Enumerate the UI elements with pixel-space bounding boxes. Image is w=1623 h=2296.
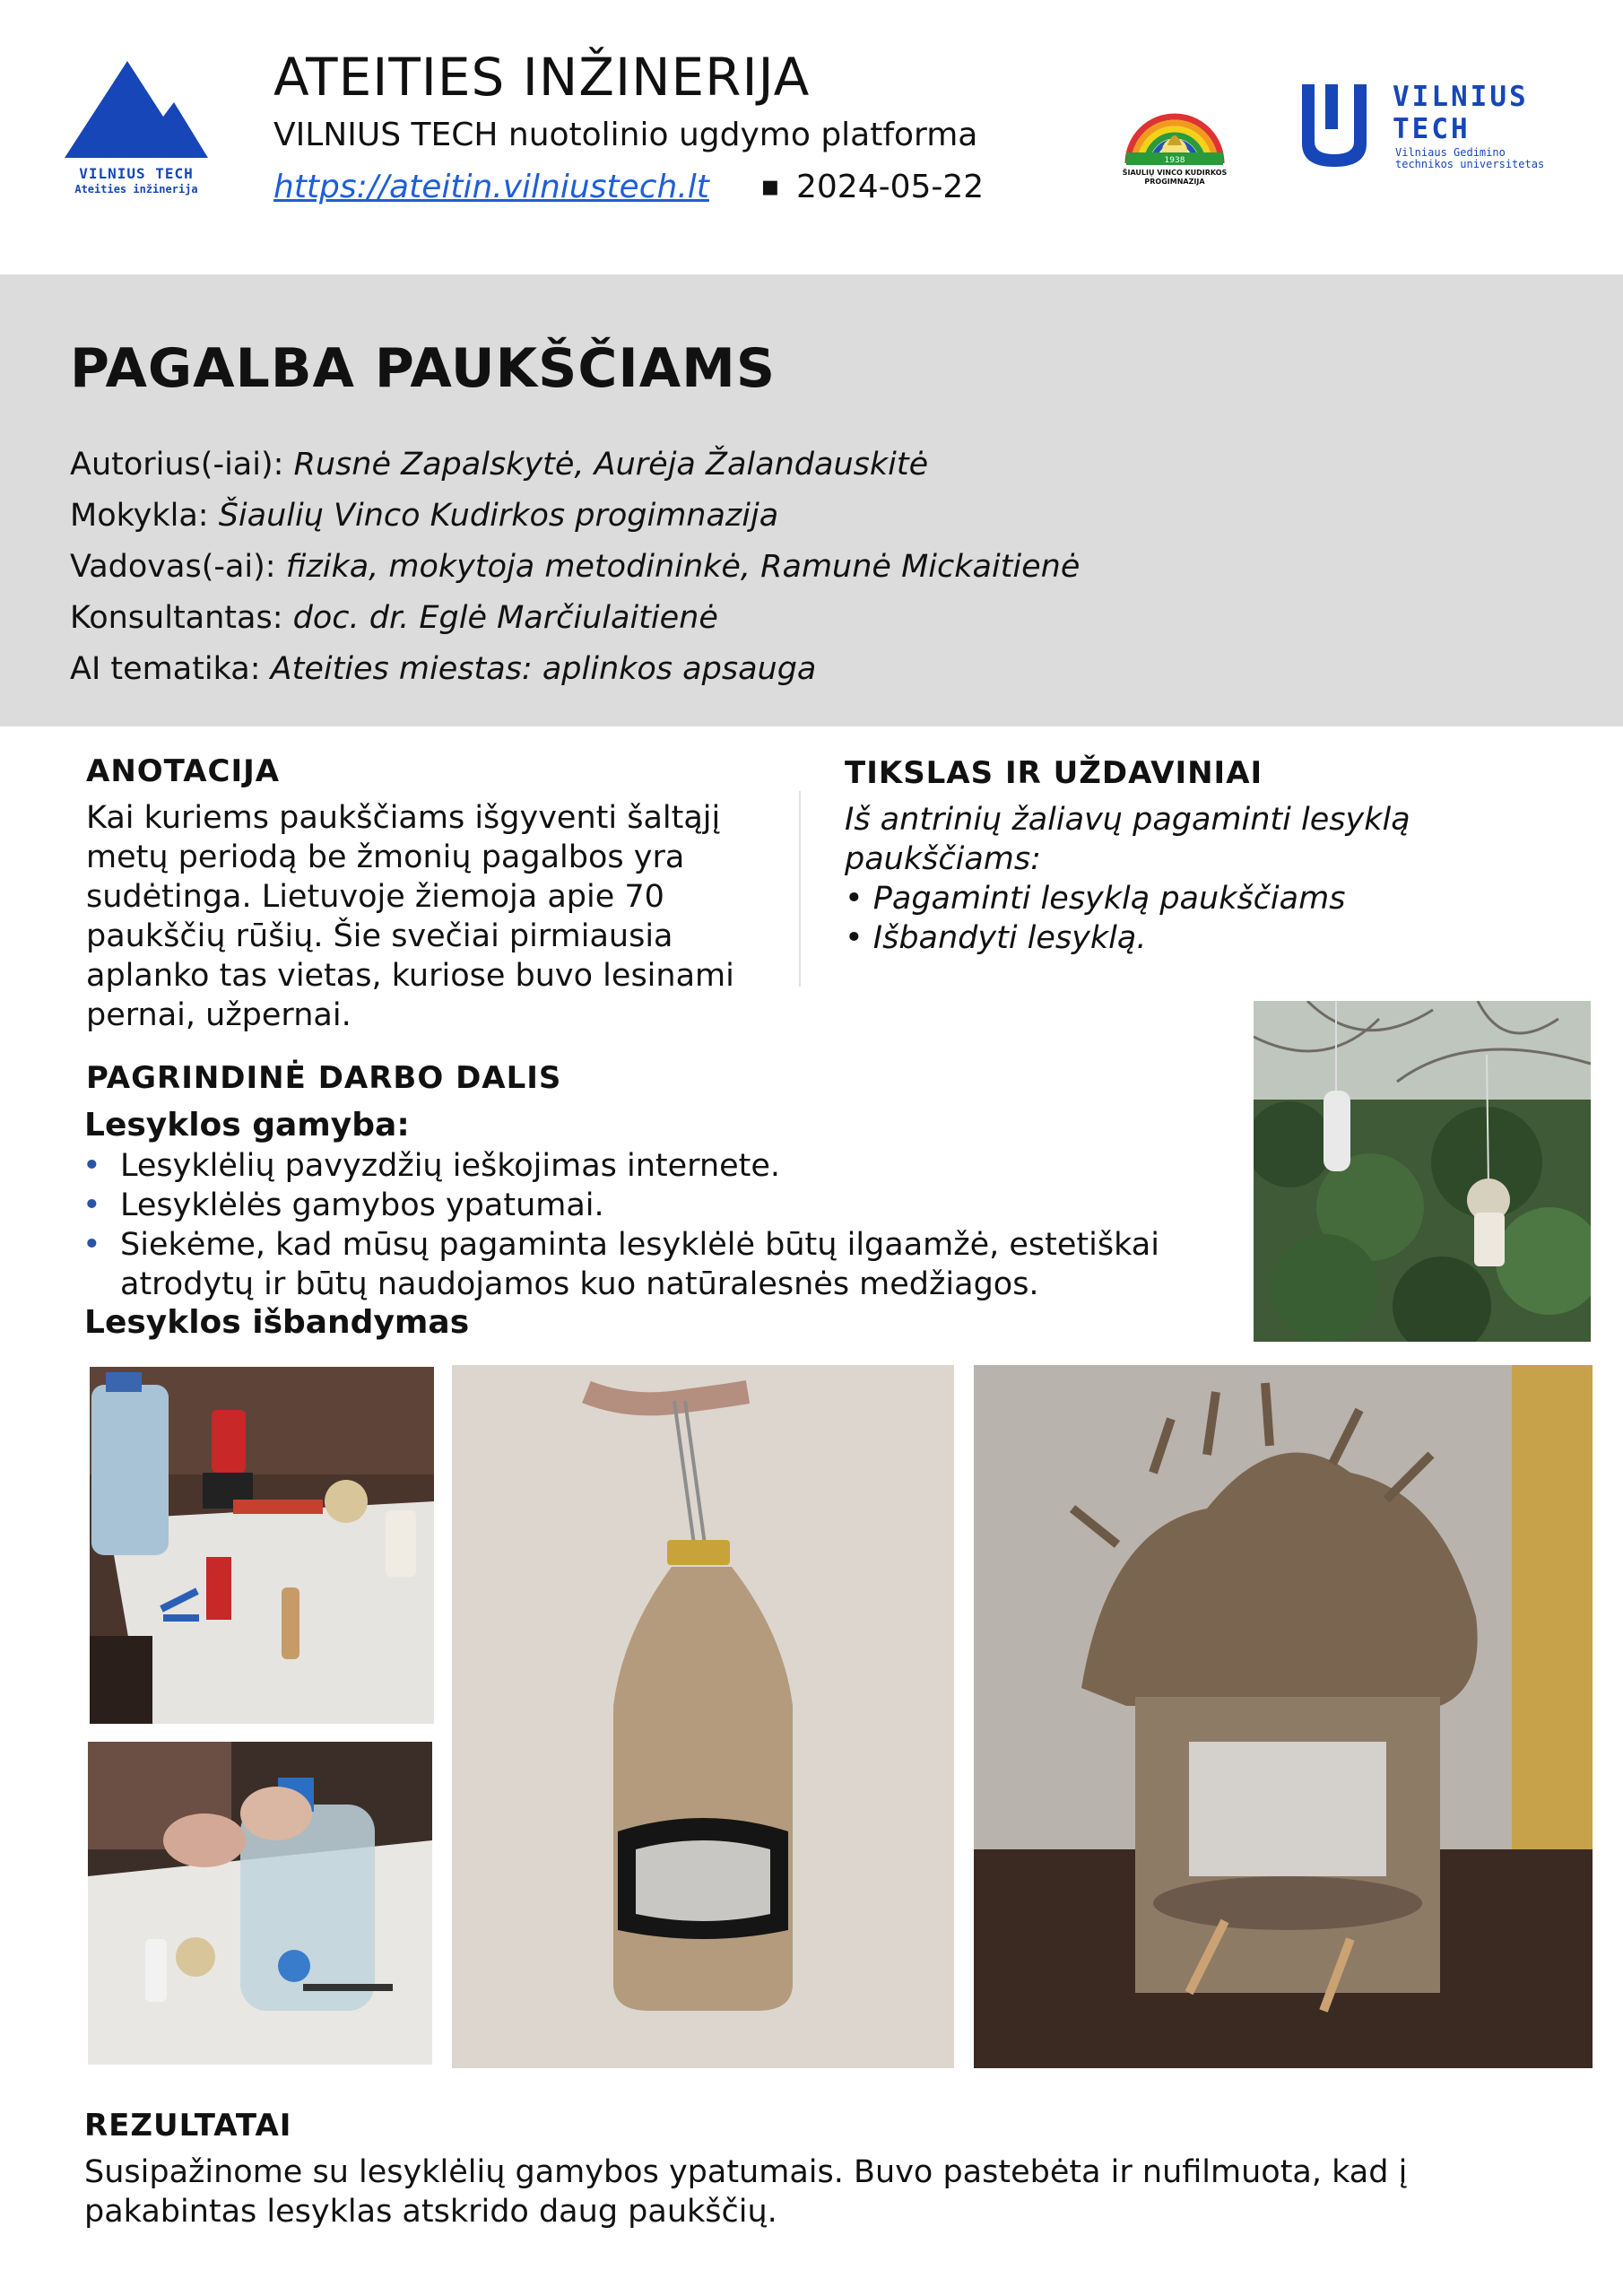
project-title: PAGALBA PAUKŠČIAMS [70, 337, 777, 400]
vt-logo-caption-line2: technikos universitetas [1395, 158, 1545, 170]
list-item: • Siekėme, kad mūsų pagaminta lesyklėlė būtų ilgaamžė, estetiškai atrodytų ir būtų naudojamos kuo natūralesnės medžiagos. [82, 1225, 1239, 1304]
list-item: • Lesyklėlės gamybos ypatumai. [82, 1186, 1239, 1225]
vilnius-tech-u-icon [1298, 81, 1370, 170]
school-line [70, 498, 778, 534]
separator: ▪ [760, 169, 780, 203]
feeder-testing-subheading: Lesyklos išbandymas [84, 1304, 470, 1341]
annotation-heading: ANOTACIJA [86, 753, 281, 789]
goals-intro: Iš antrinių žaliavų pagaminti lesyklą paukščiams: [845, 802, 1410, 877]
photo-bottle-feeder-image [452, 1365, 954, 2068]
supervisor-value: fizika, mokytoja metodininkė, Ramunė Mickaitienė [285, 549, 1081, 585]
goals-block [845, 800, 1526, 958]
vt-logo-word1: VILNIUS [1393, 81, 1529, 113]
vt-logo-caption-line1: Vilniaus Gedimino [1395, 146, 1506, 159]
school-label: Mokykla: [70, 498, 219, 534]
feeder-making-subheading: Lesyklos gamyba: [84, 1107, 410, 1144]
author-line [70, 447, 928, 483]
results-heading: REZULTATAI [84, 2108, 292, 2144]
goals-heading: TIKSLAS IR UŽDAVINIAI [845, 755, 1263, 791]
list-item: • Lesyklėlių pavyzdžių ieškojimas internete. [82, 1146, 1239, 1186]
photo-assembling-bottle-frame [88, 1742, 432, 2065]
supervisor-line [70, 549, 1080, 585]
platform-subtitle: VILNIUS TECH nuotolinio ugdymo platforma [273, 117, 978, 153]
author-value: Rusnė Zapalskytė, Aurėja Žalandauskitė [293, 447, 929, 483]
publication-date: 2024-05-22 [796, 169, 985, 205]
school-emblem-icon [1121, 63, 1228, 169]
topic-line [70, 651, 816, 687]
topic-value: Ateities miestas: aplinkos apsauga [270, 651, 817, 687]
school-emblem [1121, 63, 1228, 197]
goal-item: • Pagaminti lesyklą paukščiams [845, 881, 1346, 917]
annotation-text: Kai kuriems paukščiams išgyventi šaltąjį metų periodą be žmonių pagalbos yra sudėtinga. Lietuvoje žiemoja apie 70 paukščių rūšių. Šie svečiai pirmiausia aplanko tas vietas, kuriose buvo lesinami pernai, užpernai. [86, 800, 734, 1033]
column-divider [799, 791, 801, 987]
photo-hut-feeder-image [974, 1365, 1593, 2068]
main-work-heading: PAGRINDINĖ DARBO DALIS [86, 1060, 562, 1096]
school-emblem-text: ŠIAULIŲ VINCO KUDIRKOS PROGIMNAZIJA [1122, 169, 1228, 186]
topic-label: AI tematika: [70, 651, 271, 687]
photo-hut-feeder [974, 1365, 1593, 2068]
school-emblem-year: 1938 [1164, 156, 1185, 165]
author-label: Autorius(-iai): [70, 447, 294, 483]
supervisor-label: Vadovas(-ai): [70, 549, 286, 585]
photo-assembling-bottle-image [88, 1742, 432, 2065]
vilnius-tech-university-logo [1298, 81, 1549, 170]
feeder-making-list [82, 1146, 1239, 1304]
mountain-logo-icon [65, 59, 208, 160]
logo-caption: VILNIUS TECH [79, 165, 194, 182]
photo-feeders-in-tree [1254, 1001, 1591, 1342]
consultant-value: doc. dr. Eglė Marčiulaitienė [292, 600, 718, 636]
platform-link[interactable]: https://ateitin.vilniustech.lt [273, 169, 709, 205]
goal-item: • Išbandyti lesyklą. [845, 920, 1147, 956]
platform-title: ATEITIES INŽINERIJA [273, 47, 811, 108]
vt-logo-caption [1395, 147, 1544, 170]
results-text: Susipažinome su lesyklėlių gamybos ypatumais. Buvo pastebėta ir nufilmuota, kad į pakabintas lesyklas atskrido daug paukščių. [84, 2154, 1408, 2230]
photo-bottle-feeder [452, 1365, 954, 2068]
vt-logo-word2: TECH [1393, 113, 1471, 145]
logo-caption-sub: Ateities inžinerija [74, 183, 198, 196]
consultant-label: Konsultantas: [70, 600, 293, 636]
photo-tools-on-table [90, 1367, 434, 1724]
vilnius-tech-engineering-logo [65, 59, 208, 203]
photo-tools-on-table-image [90, 1367, 434, 1724]
photo-feeders-in-tree-image [1254, 1001, 1591, 1342]
consultant-line [70, 600, 718, 636]
school-value: Šiaulių Vinco Kudirkos progimnazija [218, 498, 779, 534]
